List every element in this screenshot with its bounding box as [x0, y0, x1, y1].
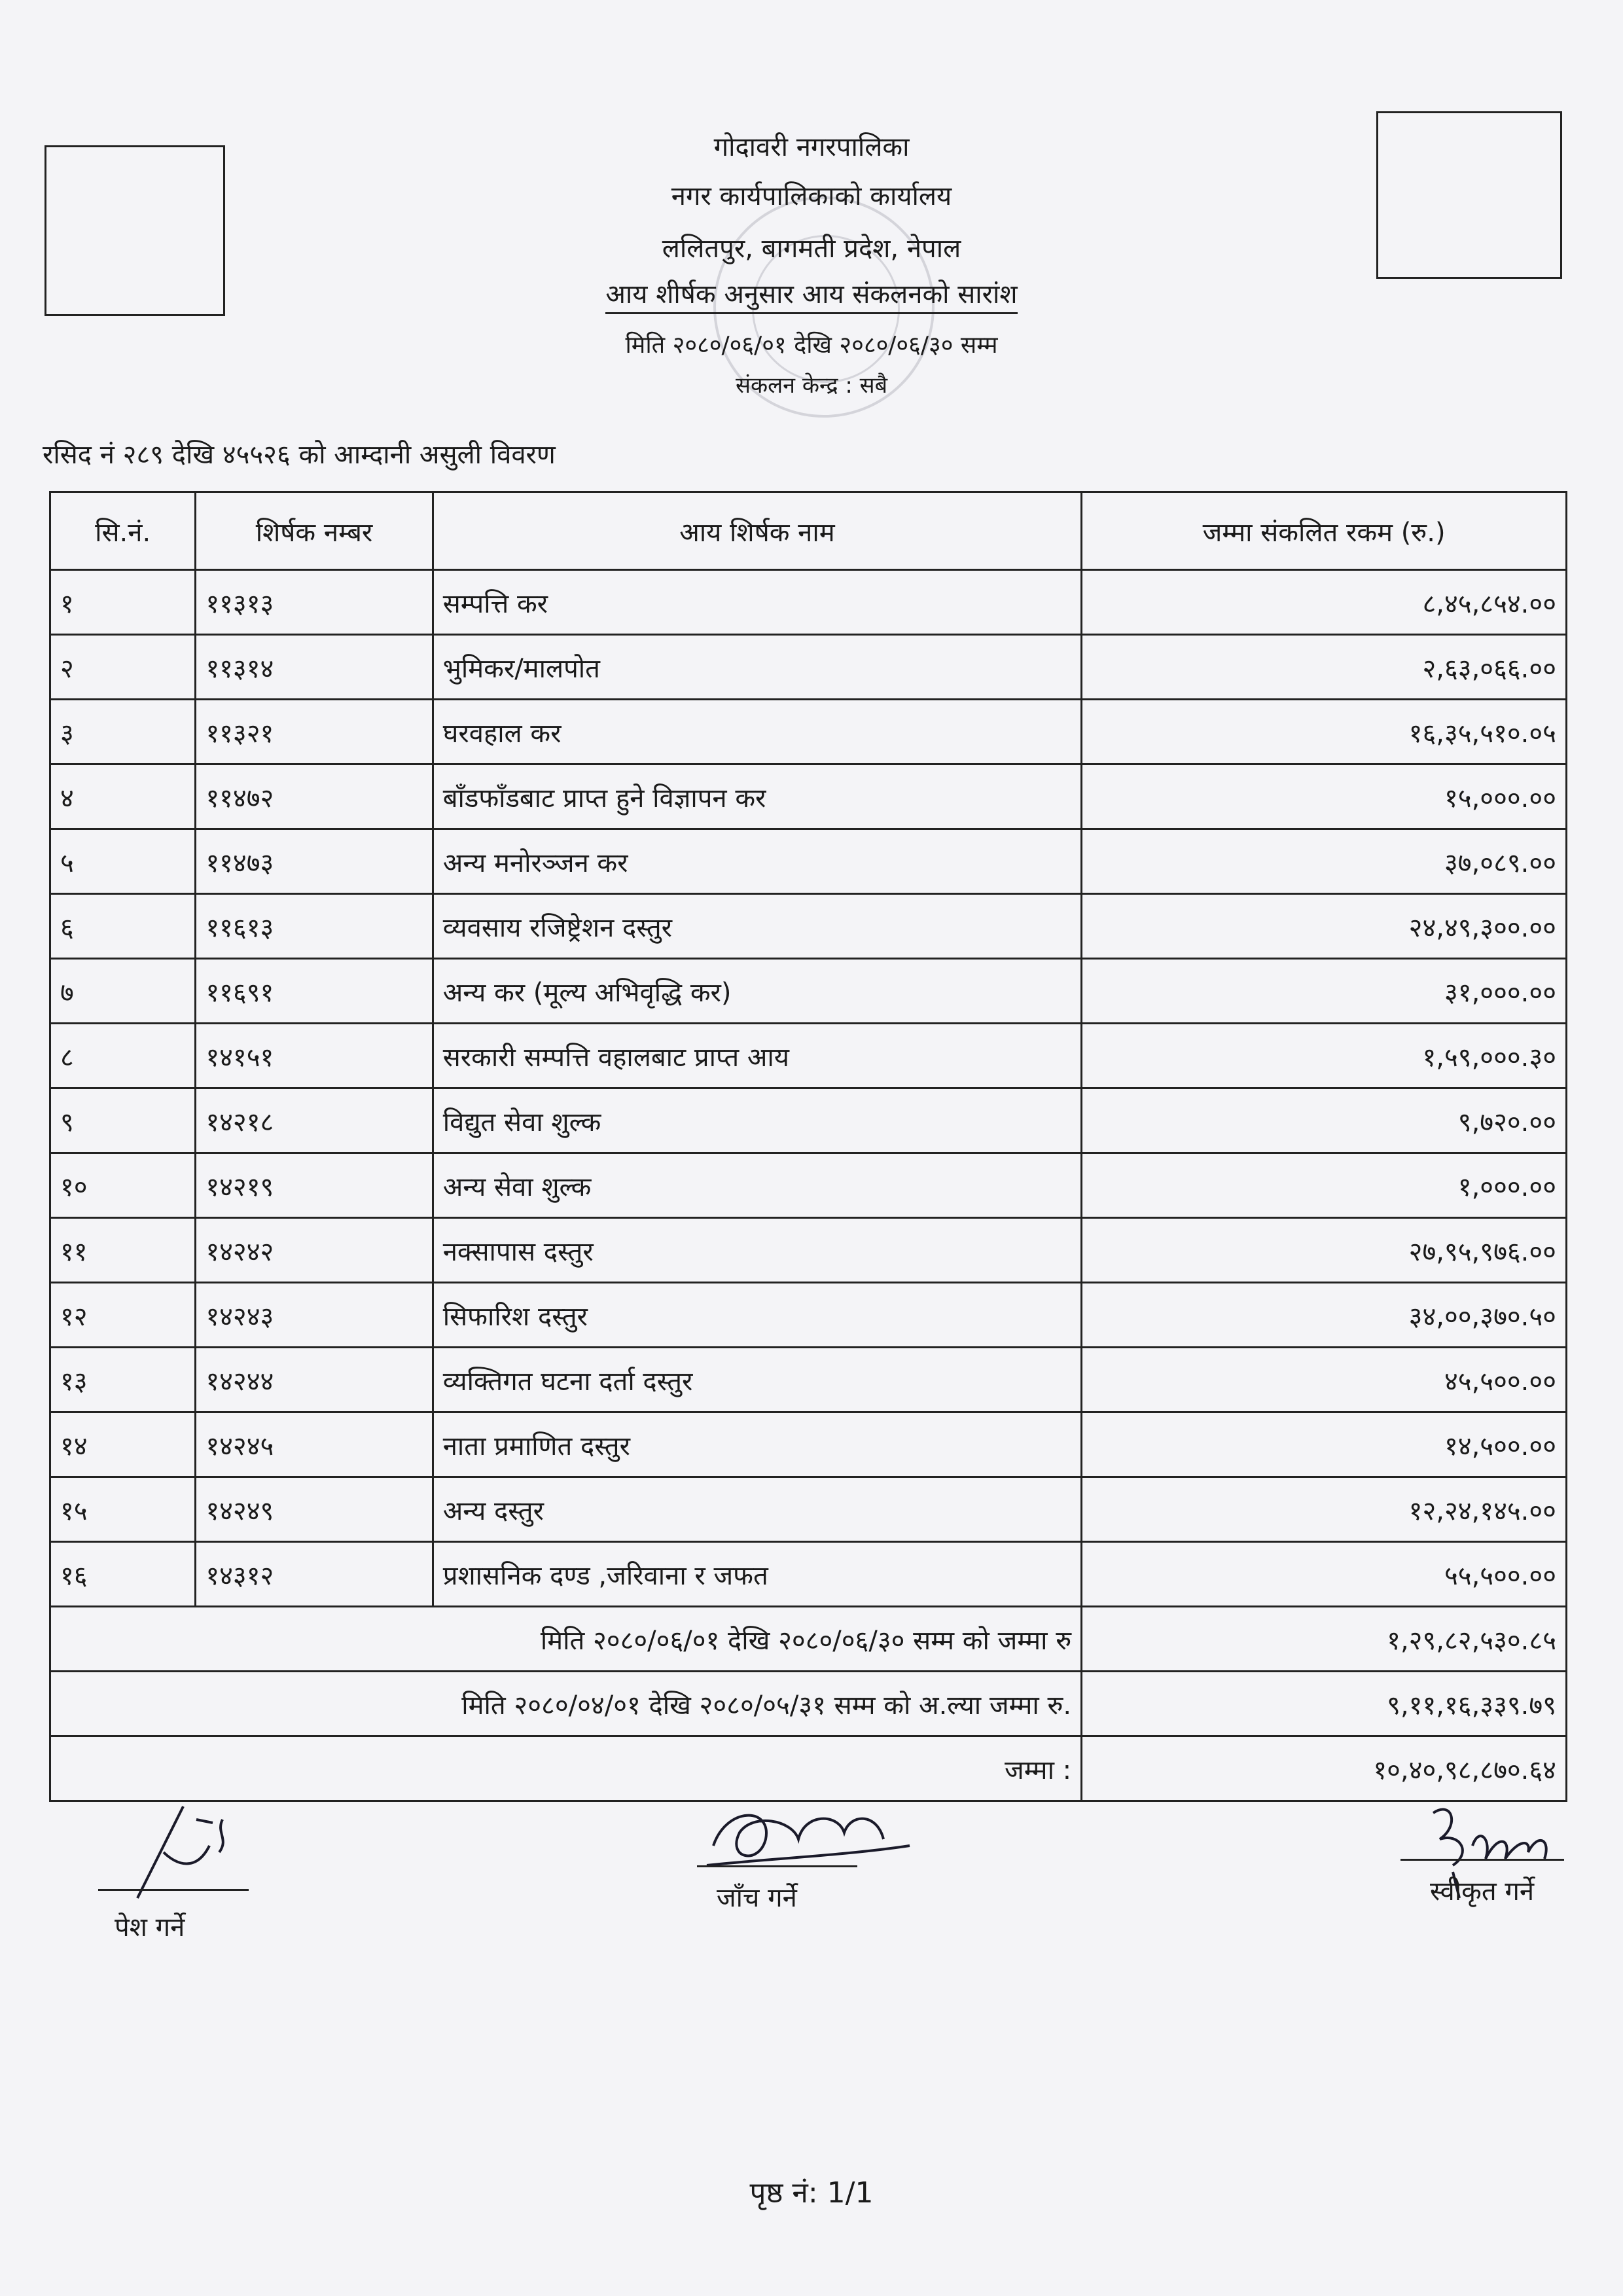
- table-row: [50, 959, 1567, 1024]
- cell-sn: १४: [50, 1412, 196, 1477]
- cell-amount: १५,०००.००: [1082, 764, 1567, 829]
- cell-code: ११३१४: [196, 635, 433, 700]
- cell-amount: २७,९५,९७६.००: [1082, 1218, 1567, 1283]
- cell-code: १४२१८: [196, 1088, 433, 1153]
- cell-name: अन्य कर (मूल्य अभिवृद्धि कर): [433, 959, 1081, 1024]
- cell-code: ११६९१: [196, 959, 433, 1024]
- cell-name: भुमिकर/मालपोत: [433, 635, 1081, 700]
- cell-amount: १४,५००.००: [1082, 1412, 1567, 1477]
- cell-amount: २,६३,०६६.००: [1082, 635, 1567, 700]
- receipt-range-line: रसिद नं २८९ देखि ४५५२६ को आम्दानी असुली विवरण: [43, 440, 556, 470]
- cell-sn: ७: [50, 959, 196, 1024]
- cell-sn: १२: [50, 1283, 196, 1348]
- cell-name: विद्युत सेवा शुल्क: [433, 1088, 1081, 1153]
- cell-amount: १,५९,०००.३०: [1082, 1024, 1567, 1088]
- summary-label: जम्मा :: [50, 1736, 1082, 1801]
- document-title: आय शीर्षक अनुसार आय संकलनको सारांश: [0, 281, 1623, 308]
- table-row: [50, 1218, 1567, 1283]
- cell-sn: १५: [50, 1477, 196, 1542]
- header-amount: जम्मा संकलित रकम (रु.): [1082, 492, 1567, 570]
- cell-sn: ४: [50, 764, 196, 829]
- summary-amount: १,२९,८२,५३०.८५: [1082, 1607, 1567, 1672]
- summary-row: [50, 1607, 1567, 1672]
- summary-label: मिति २०८०/०४/०१ देखि २०८०/०५/३१ सम्म को अ.ल्या जम्मा रु.: [50, 1672, 1082, 1736]
- cell-code: १४३१२: [196, 1542, 433, 1607]
- cell-sn: ११: [50, 1218, 196, 1283]
- submit-label: पेश गर्ने: [115, 1912, 185, 1943]
- cell-sn: ५: [50, 829, 196, 894]
- cell-name: सरकारी सम्पत्ति वहालबाट प्राप्त आय: [433, 1024, 1081, 1088]
- cell-name: नाता प्रमाणित दस्तुर: [433, 1412, 1081, 1477]
- header-name: आय शिर्षक नाम: [433, 492, 1081, 570]
- cell-amount: ९,७२०.००: [1082, 1088, 1567, 1153]
- cell-name: व्यवसाय रजिष्ट्रेशन दस्तुर: [433, 894, 1081, 959]
- cell-code: ११४७३: [196, 829, 433, 894]
- cell-code: ११३२१: [196, 700, 433, 764]
- page-number: पृष्ठ नं: 1/1: [749, 2176, 874, 2210]
- cell-amount: २४,४९,३००.००: [1082, 894, 1567, 959]
- cell-name: प्रशासनिक दण्ड ,जरिवाना र जफत: [433, 1542, 1081, 1607]
- org-name: गोदावरी नगरपालिका: [713, 132, 910, 162]
- cell-sn: १०: [50, 1153, 196, 1218]
- cell-sn: ९: [50, 1088, 196, 1153]
- check-line: [697, 1865, 857, 1867]
- cell-amount: ५५,५००.००: [1082, 1542, 1567, 1607]
- submit-line: [98, 1889, 249, 1891]
- cell-amount: ८,४५,८५४.००: [1082, 570, 1567, 635]
- cell-code: १४२४४: [196, 1348, 433, 1412]
- date-range: मिति २०८०/०६/०१ देखि २०८०/०६/३० सम्म: [625, 332, 998, 359]
- table-row: [50, 570, 1567, 635]
- table-row: [50, 894, 1567, 959]
- cell-name: बाँडफाँडबाट प्राप्त हुने विज्ञापन कर: [433, 764, 1081, 829]
- cell-code: ११४७२: [196, 764, 433, 829]
- cell-code: १४२१९: [196, 1153, 433, 1218]
- cell-name: सिफारिश दस्तुर: [433, 1283, 1081, 1348]
- cell-code: १४२४२: [196, 1218, 433, 1283]
- summary-amount: १०,४०,९८,८७०.६४: [1082, 1736, 1567, 1801]
- cell-sn: १६: [50, 1542, 196, 1607]
- cell-code: ११६१३: [196, 894, 433, 959]
- table-row: [50, 700, 1567, 764]
- table-row: [50, 1088, 1567, 1153]
- revenue-summary-table: [49, 491, 1567, 1802]
- cell-amount: ३१,०००.००: [1082, 959, 1567, 1024]
- cell-amount: ४५,५००.००: [1082, 1348, 1567, 1412]
- cell-amount: १६,३५,५१०.०५: [1082, 700, 1567, 764]
- cell-amount: १२,२४,१४५.००: [1082, 1477, 1567, 1542]
- cell-sn: १: [50, 570, 196, 635]
- cell-name: अन्य मनोरञ्जन कर: [433, 829, 1081, 894]
- table-row: [50, 1348, 1567, 1412]
- address: ललितपुर, बागमती प्रदेश, नेपाल: [662, 234, 961, 264]
- check-signature: [700, 1793, 916, 1892]
- table-row: [50, 1153, 1567, 1218]
- header-code: शिर्षक नम्बर: [196, 492, 433, 570]
- table-row: [50, 1024, 1567, 1088]
- submit-signature: [98, 1793, 268, 1918]
- cell-name: घरवहाल कर: [433, 700, 1081, 764]
- table-row: [50, 1283, 1567, 1348]
- approve-label: स्वीकृत गर्ने: [1430, 1876, 1535, 1907]
- cell-code: १४२४९: [196, 1477, 433, 1542]
- cell-sn: ६: [50, 894, 196, 959]
- summary-label: मिति २०८०/०६/०१ देखि २०८०/०६/३० सम्म को जम्मा रु: [50, 1607, 1082, 1672]
- cell-sn: १३: [50, 1348, 196, 1412]
- cell-name: अन्य सेवा शुल्क: [433, 1153, 1081, 1218]
- check-label: जाँच गर्ने: [717, 1883, 797, 1913]
- cell-name: अन्य दस्तुर: [433, 1477, 1081, 1542]
- approve-line: [1400, 1859, 1564, 1861]
- cell-amount: ३४,००,३७०.५०: [1082, 1283, 1567, 1348]
- cell-code: १४२४३: [196, 1283, 433, 1348]
- summary-row: [50, 1736, 1567, 1801]
- summary-amount: ९,११,१६,३३९.७९: [1082, 1672, 1567, 1736]
- cell-sn: ८: [50, 1024, 196, 1088]
- summary-row: [50, 1672, 1567, 1736]
- cell-sn: २: [50, 635, 196, 700]
- table-row: [50, 1542, 1567, 1607]
- table-row: [50, 1477, 1567, 1542]
- cell-name: सम्पत्ति कर: [433, 570, 1081, 635]
- table-row: [50, 1412, 1567, 1477]
- table-row: [50, 764, 1567, 829]
- collection-center: संकलन केन्द्र : सबै: [736, 372, 887, 399]
- office-name: नगर कार्यपालिकाको कार्यालय: [671, 181, 952, 211]
- cell-code: ११३१३: [196, 570, 433, 635]
- header-sn: सि.नं.: [50, 492, 196, 570]
- table-row: [50, 829, 1567, 894]
- table-header-row: [50, 492, 1567, 570]
- cell-sn: ३: [50, 700, 196, 764]
- cell-name: व्यक्तिगत घटना दर्ता दस्तुर: [433, 1348, 1081, 1412]
- cell-code: १४१५१: [196, 1024, 433, 1088]
- cell-code: १४२४५: [196, 1412, 433, 1477]
- cell-amount: ३७,०८९.००: [1082, 829, 1567, 894]
- cell-amount: १,०००.००: [1082, 1153, 1567, 1218]
- table-row: [50, 635, 1567, 700]
- cell-name: नक्सापास दस्तुर: [433, 1218, 1081, 1283]
